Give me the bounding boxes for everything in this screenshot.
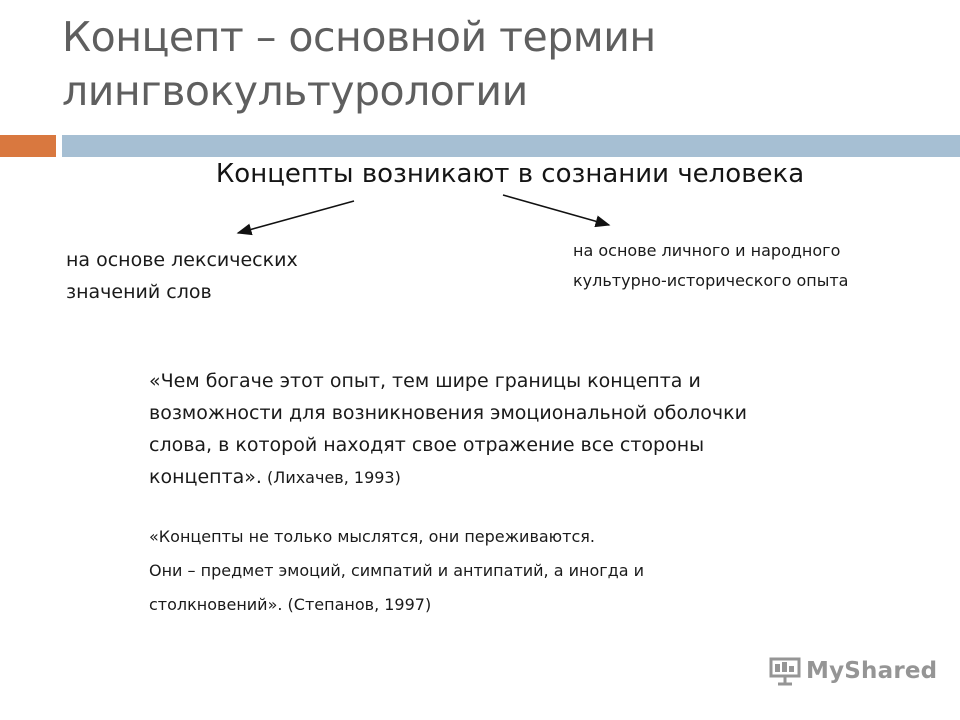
left-branch-text: на основе лексических значений слов <box>66 249 298 303</box>
slide-title: Концепт – основной термин лингвокультурологии <box>62 13 656 115</box>
likhachev-quote <box>149 365 849 494</box>
left-branch-arrow <box>238 201 354 233</box>
main-claim: Концепты возникают в сознании человека <box>215 159 805 189</box>
right-branch-arrow <box>503 195 609 225</box>
likhachev-quote-text: «Чем богаче этот опыт, тем шире границы концепта и возможности для возникновения эмоциональной оболочки слова, в которой находят свое отражение все стороны концепта». <box>149 370 747 488</box>
stepanov-citation: (Степанов, 1997) <box>282 595 432 614</box>
watermark-text: MyShared <box>806 658 938 684</box>
stepanov-quote <box>149 520 849 622</box>
myshared-watermark <box>768 656 937 686</box>
presentation-board-icon <box>768 656 802 686</box>
title-divider-accent <box>0 135 56 157</box>
likhachev-citation: (Лихачев, 1993) <box>261 468 401 487</box>
right-branch-text: на основе личного и народного культурно-исторического опыта <box>573 241 849 290</box>
stepanov-quote-text: «Концепты не только мыслятся, они переживаются. Они – предмет эмоций, симпатий и антипатий, а иногда и столкновений». <box>149 527 645 614</box>
title-divider-bar <box>62 135 960 157</box>
